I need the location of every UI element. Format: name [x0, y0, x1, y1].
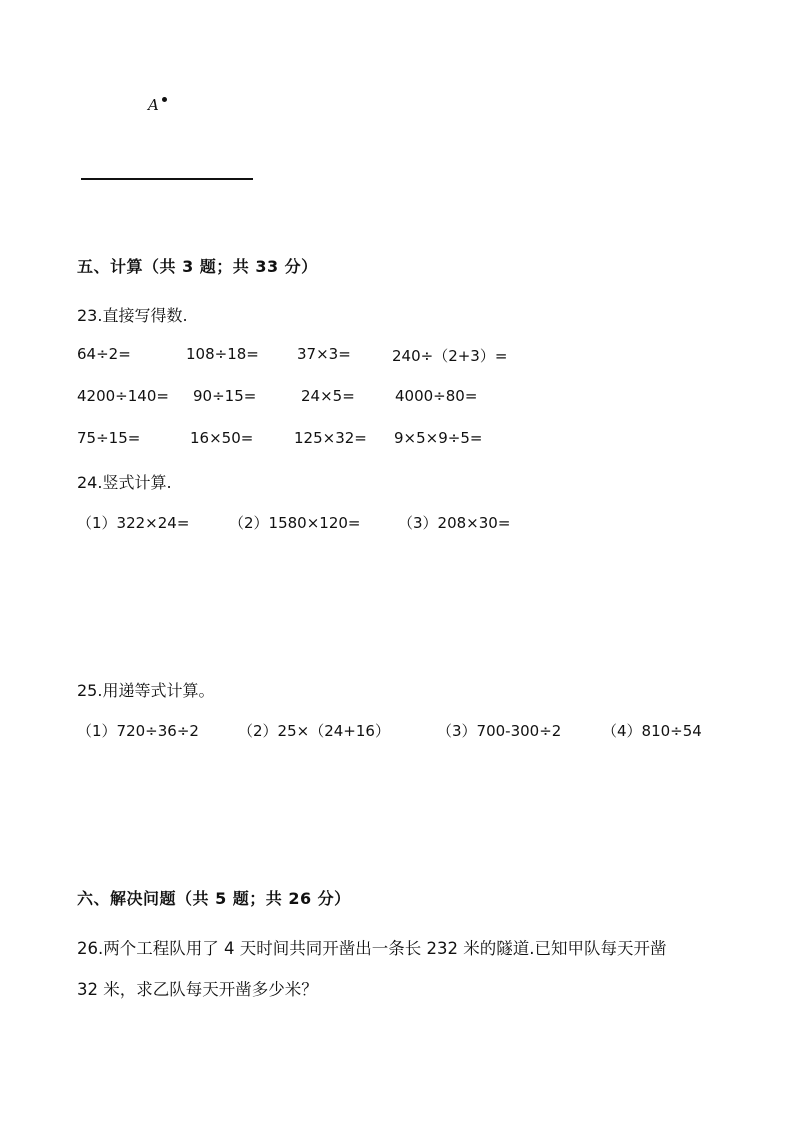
q24-item: （2）1580×120= — [229, 514, 361, 532]
q23-expr: 4200÷140= — [77, 387, 169, 405]
q25-item: （2）25×（24+16） — [238, 722, 390, 740]
line-segment — [81, 178, 253, 180]
q23-expr: 37×3= — [297, 345, 351, 363]
q23-expr: 4000÷80= — [395, 387, 478, 405]
q24-title: 24.竖式计算. — [77, 473, 172, 492]
q25-item: （4）810÷54 — [602, 722, 702, 740]
point-a-label: A — [148, 96, 159, 114]
q23-expr: 240÷（2+3）= — [392, 347, 508, 365]
q24-item: （1）322×24= — [77, 514, 190, 532]
q23-expr: 108÷18= — [186, 345, 259, 363]
q24-item: （3）208×30= — [398, 514, 511, 532]
point-a-dot — [162, 97, 167, 102]
q23-expr: 24×5= — [301, 387, 355, 405]
section-6-title: 六、解决问题（共 5 题；共 26 分） — [77, 889, 351, 908]
section-5-title: 五、计算（共 3 题；共 33 分） — [77, 257, 318, 276]
q23-expr: 16×50= — [190, 429, 254, 447]
q26-line-2: 32 米，求乙队每天开凿多少米？ — [77, 980, 318, 999]
q25-title: 25.用递等式计算。 — [77, 681, 215, 700]
q23-expr: 125×32= — [294, 429, 367, 447]
q25-item: （3）700-300÷2 — [437, 722, 562, 740]
q25-item: （1）720÷36÷2 — [77, 722, 199, 740]
q23-expr: 90÷15= — [193, 387, 257, 405]
q23-expr: 75÷15= — [77, 429, 141, 447]
q23-expr: 64÷2= — [77, 345, 131, 363]
q23-expr: 9×5×9÷5= — [394, 429, 483, 447]
q26-line-1: 26.两个工程队用了 4 天时间共同开凿出一条长 232 米的隧道.已知甲队每天开凿 — [77, 939, 667, 958]
q23-title: 23.直接写得数. — [77, 306, 188, 325]
